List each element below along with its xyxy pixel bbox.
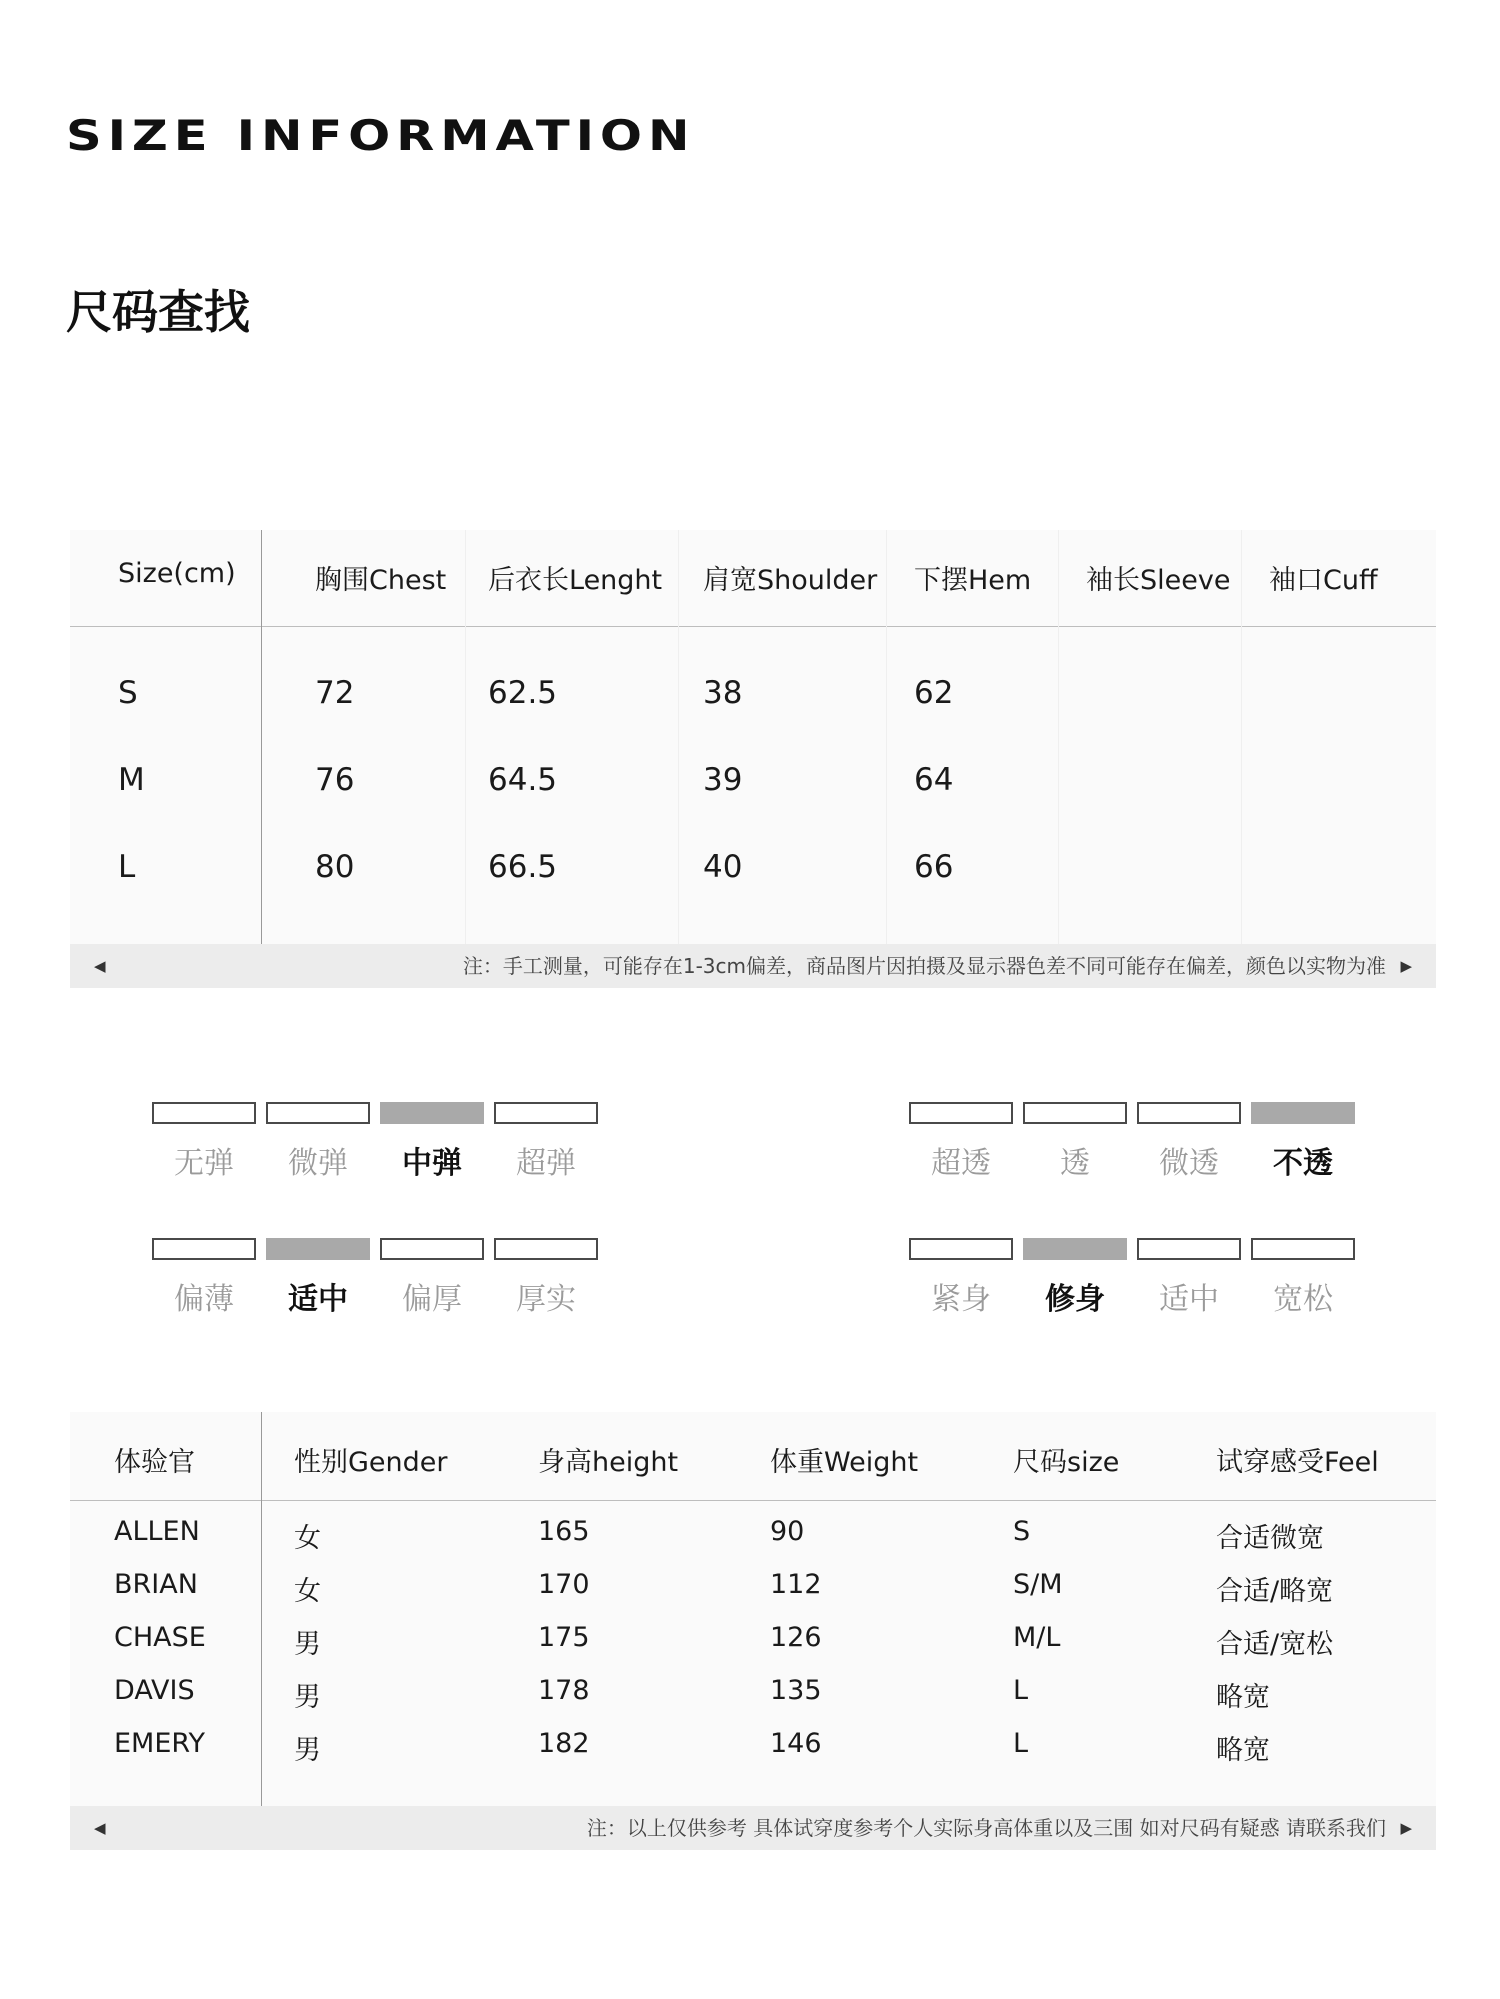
scale-bar (152, 1238, 256, 1260)
table-cell: 合适微宽 (1216, 1523, 1324, 1554)
table-cell: CHASE (114, 1622, 206, 1653)
table-cell: 135 (770, 1675, 822, 1706)
table-cell: 合适/宽松 (1216, 1629, 1334, 1660)
table-cell: ALLEN (114, 1516, 200, 1547)
tester-table (70, 1412, 1436, 1810)
table-cell: M (118, 762, 145, 798)
tester-table-note-bar[interactable] (70, 1806, 1436, 1850)
table-cell: 178 (538, 1675, 590, 1706)
table-cell: L (1013, 1675, 1029, 1706)
left-triangle-icon[interactable]: ◀ (94, 1819, 106, 1837)
table-cell: S/M (1013, 1569, 1063, 1600)
table-cell: 女 (294, 1523, 321, 1554)
column-separator (886, 530, 887, 944)
tester-note-text: 注：以上仅供参考 具体试穿度参考个人实际身高体重以及三围 如对尺码有疑惑 请联系我们 (586, 1816, 1386, 1840)
scale-label: 超透 (931, 1146, 991, 1181)
size-table (70, 530, 1436, 944)
scale-bar (1023, 1102, 1127, 1124)
scale-label: 微透 (1159, 1146, 1219, 1181)
table-cell: 126 (770, 1622, 822, 1653)
scale-bar (1251, 1238, 1355, 1260)
header-divider (70, 626, 1436, 627)
table-cell: 略宽 (1216, 1735, 1270, 1766)
column-header: 体验官 (114, 1447, 195, 1478)
scale-label: 微弹 (288, 1146, 348, 1181)
scale-bar-selected (1251, 1102, 1355, 1124)
column-header: 性别Gender (294, 1447, 448, 1478)
column-separator (1058, 530, 1059, 944)
column-header: 身高height (538, 1447, 679, 1478)
column-header: 体重Weight (770, 1447, 919, 1478)
table-cell: 64.5 (488, 762, 558, 798)
scale-label: 偏薄 (174, 1282, 234, 1317)
table-cell: 66 (914, 849, 954, 885)
scale-label: 适中 (288, 1282, 348, 1317)
table-cell: 175 (538, 1622, 590, 1653)
right-triangle-icon[interactable]: ▶ (1400, 1819, 1412, 1837)
table-cell: 80 (315, 849, 355, 885)
table-cell: 76 (315, 762, 355, 798)
table-cell: 合适/略宽 (1216, 1576, 1334, 1607)
table-cell: 62.5 (488, 675, 558, 711)
table-cell: S (118, 675, 138, 711)
column-divider (261, 1412, 262, 1810)
column-header: 尺码size (1013, 1447, 1120, 1478)
table-cell: DAVIS (114, 1675, 195, 1706)
table-cell: 72 (315, 675, 355, 711)
column-separator (678, 530, 679, 944)
table-cell: 男 (294, 1629, 321, 1660)
table-cell: 165 (538, 1516, 590, 1547)
scale-label: 宽松 (1273, 1282, 1333, 1317)
table-cell: 40 (703, 849, 743, 885)
column-separator (1241, 530, 1242, 944)
scale-bar (909, 1238, 1013, 1260)
table-cell: 146 (770, 1728, 822, 1759)
scale-bar (1137, 1238, 1241, 1260)
scale-bar-selected (380, 1102, 484, 1124)
table-cell: 112 (770, 1569, 822, 1600)
scale-label: 超弹 (516, 1146, 576, 1181)
column-header: 袖口Cuff (1269, 565, 1378, 596)
column-header: 胸围Chest (315, 565, 447, 596)
scale-bar (152, 1102, 256, 1124)
right-triangle-icon[interactable]: ▶ (1400, 957, 1412, 975)
section-title: 尺码查找 (66, 285, 250, 339)
column-header: 试穿感受Feel (1216, 1447, 1379, 1478)
table-cell: 90 (770, 1516, 805, 1547)
table-cell: 39 (703, 762, 743, 798)
table-cell: 182 (538, 1728, 590, 1759)
table-cell: 略宽 (1216, 1682, 1270, 1713)
scale-label: 偏厚 (402, 1282, 462, 1317)
scale-label: 不透 (1273, 1146, 1333, 1181)
column-header: 袖长Sleeve (1086, 565, 1231, 596)
scale-label: 透 (1060, 1146, 1090, 1181)
table-cell: 170 (538, 1569, 590, 1600)
column-header: 下摆Hem (914, 565, 1032, 596)
column-separator (465, 530, 466, 944)
column-divider (261, 530, 262, 944)
table-cell: BRIAN (114, 1569, 198, 1600)
column-header: 肩宽Shoulder (703, 565, 878, 596)
left-triangle-icon[interactable]: ◀ (94, 957, 106, 975)
table-cell: L (1013, 1728, 1029, 1759)
table-cell: 66.5 (488, 849, 558, 885)
scale-bar (909, 1102, 1013, 1124)
table-cell: 女 (294, 1576, 321, 1607)
column-header: Size(cm) (118, 558, 236, 589)
size-note-text: 注：手工测量，可能存在1-3cm偏差，商品图片因拍摄及显示器色差不同可能存在偏差，颜色以实物为准 (462, 954, 1386, 978)
table-cell: 38 (703, 675, 743, 711)
table-cell: 男 (294, 1682, 321, 1713)
table-cell: S (1013, 1516, 1031, 1547)
scale-bar (266, 1102, 370, 1124)
page-title: SIZE INFORMATION (66, 111, 696, 160)
scale-bar (494, 1238, 598, 1260)
scale-label: 修身 (1045, 1282, 1105, 1317)
size-table-note-bar[interactable] (70, 944, 1436, 988)
column-header: 后衣长Lenght (488, 565, 663, 596)
scale-label: 厚实 (516, 1282, 576, 1317)
table-cell: L (118, 849, 136, 885)
scale-label: 紧身 (931, 1282, 991, 1317)
header-divider (70, 1500, 1436, 1501)
scale-label: 中弹 (402, 1146, 462, 1181)
table-cell: 62 (914, 675, 954, 711)
scale-label: 适中 (1159, 1282, 1219, 1317)
scale-bar (380, 1238, 484, 1260)
scale-label: 无弹 (174, 1146, 234, 1181)
scale-bar-selected (266, 1238, 370, 1260)
scale-bar-selected (1023, 1238, 1127, 1260)
table-cell: 64 (914, 762, 954, 798)
table-cell: EMERY (114, 1728, 205, 1759)
table-cell: 男 (294, 1735, 321, 1766)
table-cell: M/L (1013, 1622, 1061, 1653)
scale-bar (494, 1102, 598, 1124)
scale-bar (1137, 1102, 1241, 1124)
